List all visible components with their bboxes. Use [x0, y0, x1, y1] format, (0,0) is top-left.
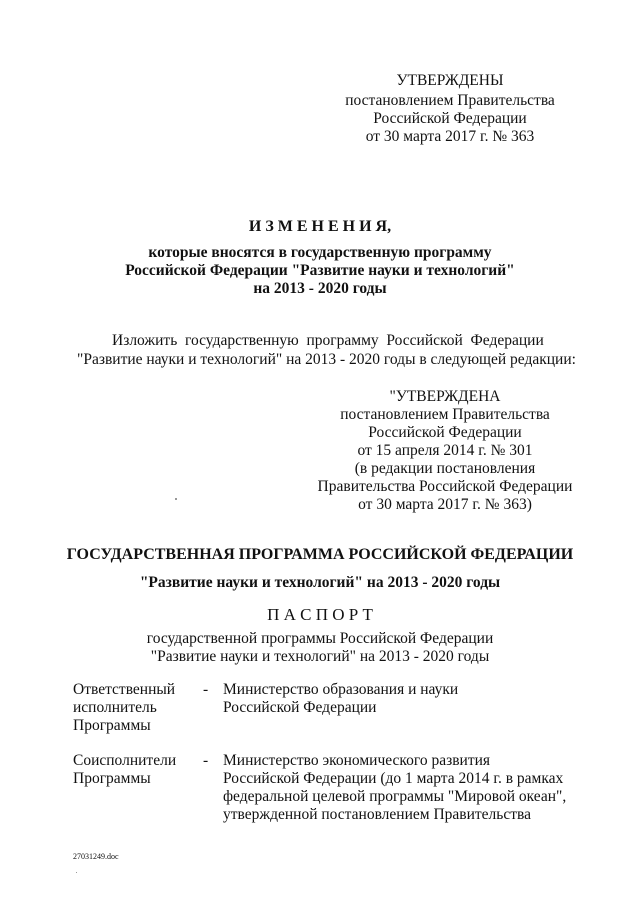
- passport-title: П А С П О Р Т: [267, 605, 373, 624]
- row2-label-2: Программы: [73, 770, 151, 787]
- row1-value-2: Российской Федерации: [223, 699, 377, 716]
- changes-line-1: которые вносятся в государственную программу: [148, 244, 492, 261]
- changes-line-2: Российской Федерации "Развитие науки и технологий": [125, 262, 515, 279]
- inner-approval-line-3: от 15 апреля 2014 г. № 301: [357, 442, 533, 459]
- approval-line-3: от 30 марта 2017 г. № 363: [365, 128, 535, 145]
- row2-label-1: Соисполнители: [73, 752, 177, 769]
- program-subtitle: "Развитие науки и технологий" на 2013 - 2020 годы: [139, 574, 501, 591]
- inner-approval-line-1: постановлением Правительства: [340, 406, 550, 423]
- program-title: ГОСУДАРСТВЕННАЯ ПРОГРАММА РОССИЙСКОЙ ФЕДЕРАЦИИ: [66, 546, 574, 563]
- inner-approval-line-5: Правительства Российской Федерации: [317, 478, 573, 495]
- passport-line-1: государственной программы Российской Федерации: [146, 630, 494, 647]
- approval-line-2: Российской Федерации: [373, 110, 527, 127]
- row2-value-2: Российской Федерации (до 1 марта 2014 г. в рамках: [223, 770, 564, 787]
- approval-title: УТВЕРЖДЕНЫ: [396, 72, 504, 89]
- row1-label-2: исполнитель: [73, 699, 157, 716]
- row1-label-3: Программы: [73, 717, 151, 734]
- passport-line-2: "Развитие науки и технологий" на 2013 - 2020 годы: [150, 648, 490, 665]
- scan-speck: [76, 872, 77, 873]
- row1-label-1: Ответственный: [73, 681, 176, 698]
- intro-line-1: Изложить государственную программу Российской Федерации: [112, 332, 544, 349]
- row2-dash: -: [203, 752, 209, 769]
- row1-dash: -: [203, 681, 209, 698]
- row2-value-4: утвержденной постановлением Правительства: [223, 806, 531, 823]
- row2-value-1: Министерство экономического развития: [223, 752, 491, 769]
- row2-value-3: федеральной целевой программы "Мировой океан",: [223, 788, 567, 805]
- intro-line-2: "Развитие науки и технологий" на 2013 - 2020 годы в следующей редакции:: [77, 351, 576, 368]
- row1-value-1: Министерство образования и науки: [223, 681, 459, 698]
- inner-approval-line-4: (в редакции постановления: [354, 460, 536, 477]
- footer-filename: 27031249.doc: [73, 852, 119, 861]
- changes-line-3: на 2013 - 2020 годы: [253, 280, 387, 297]
- inner-approval-line-2: Российской Федерации: [368, 424, 522, 441]
- approval-line-1: постановлением Правительства: [345, 92, 555, 109]
- scan-speck: [175, 498, 177, 500]
- inner-approval-title: "УТВЕРЖДЕНА: [389, 388, 501, 405]
- changes-title: И З М Е Н Е Н И Я,: [248, 218, 392, 235]
- inner-approval-line-6: от 30 марта 2017 г. № 363): [358, 496, 532, 513]
